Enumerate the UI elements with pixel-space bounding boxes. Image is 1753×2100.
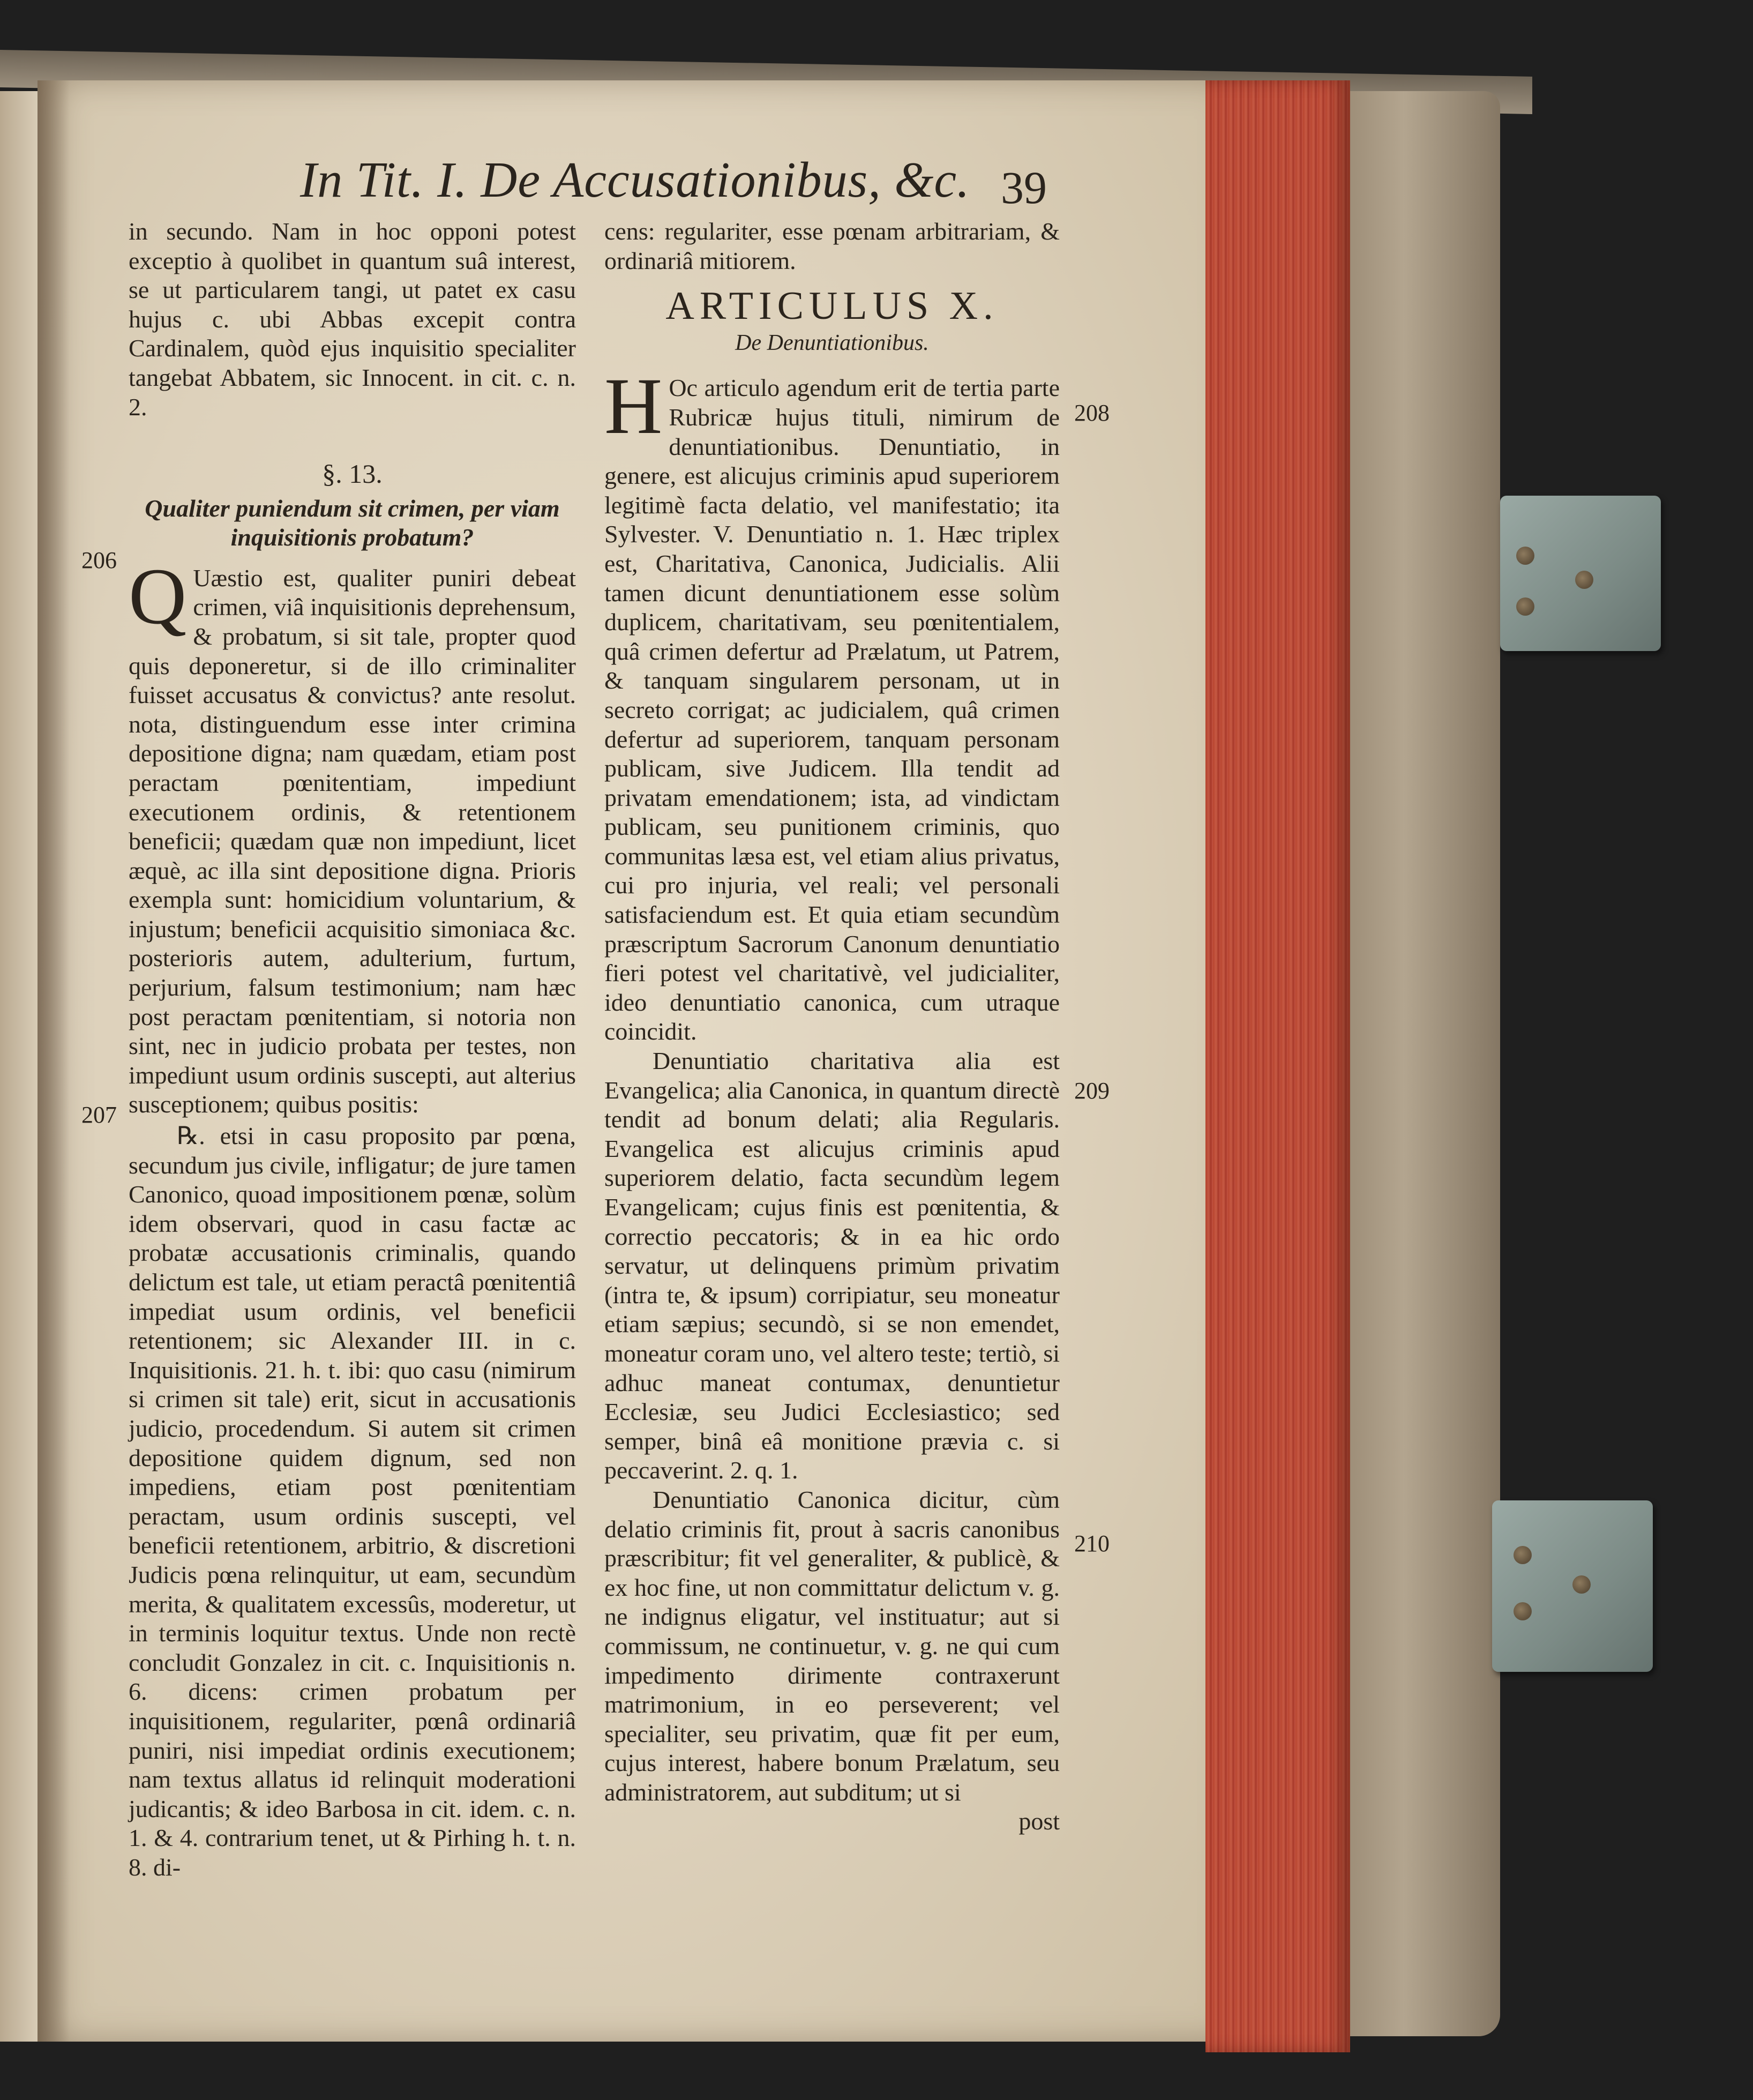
rivet-icon xyxy=(1516,547,1534,565)
right-paragraph-2-text: Oc articulo agendum erit de tertia parte Rubricæ hujus tituli, nimirum de denuntiationibus. Denuntiatio, in genere, est alicujus criminis apud superiorem legitimè facta delatio, vel manifestatio; ita Sylvester. V. Denuntiatio n. 1. Hæc triplex est, Charitativa, Canonica, Judicialis. Alii tamen dicunt denuntiationem esse solùm duplicem, charitativam, seu pœnitentialem, quâ crimen defertur ad Prælatum, ut Patrem, & tanquam singularem personam, ut in secreto corrigat; ac judicialem, quâ crimen defertur ad superiorem, tanquam personam publicam, sive Judicem. Illa tendit ad privatam emendationem; ista, ad vindictam publicam, seu punitionem criminis, quo communitas læsa est, vel etiam alius privatus, cui pro injuria, vel reali; vel personali satisfaciendum est. Et quia etiam secundùm præscriptum Sacrorum Canonum denuntiatio fieri potest vel charitativè, vel judicialiter, ideo denuntiatio canonica, cum utraque coincidit. xyxy=(604,374,1060,1045)
margin-number-207: 207 xyxy=(81,1102,117,1128)
margin-number-206: 206 xyxy=(81,547,117,573)
right-paragraph-4: Denuntiatio Canonica dicitur, cùm delatio criminis fit, prout à sacris canonibus præscribitur; fit vel generaliter, & publicè, & ex hoc fine, ut non committatur delictum v. g. ne indignus eligatur, vel instituatur; aut si commissum, ne continuetur, v. g. ne qui cum impedimento dirimente contraxerunt matrimonium, in eo perseverent; vel specialiter, seu privatim, quæ fit per eum, cujus interest, habere bonum Prælatum, seu administratorem, aut subditum; ut si xyxy=(604,1485,1060,1806)
metal-clasp-bottom xyxy=(1492,1500,1653,1672)
left-paragraph-3: ℞. etsi in casu proposito par pœna, secundum jus civile, infligatur; de jure tamen Canonico, quoad impositionem pœnæ, solùm idem observari, quod in casu factæ ac probatæ accusationis criminalis, quando delictum est tale, ut etiam peractâ pœnitentiâ impediat usum ordinis, vel beneficii retentionem; sic Alexander III. in c. Inquisitionis. 21. h. t. ibi: quo casu (nimirum si crimen sit tale) erit, sicut in accusationis judicio, procedendum. Si autem sit crimen depositione quidem dignum, sed non impediens, etiam post pœnitentiam peractam, usum ordinis suscepti, vel beneficii retentionem, arbitrio, & discretioni Judicis pœna relinquitur, ut eam, secundùm merita, & qualitatem excessûs, moderetur, ut in terminis loquitur textus. Unde non rectè concludit Gonzalez in cit. c. Inquisitionis n. 6. dicens: crimen probatum per inquisitionem, regulariter, pœnâ ordinariâ puniri, nisi impediat ordinis executionem; nam textus allatus id relinquit moderationi judicantis; & ideo Barbosa in cit. idem. c. n. 1. & 4. contrarium tenet, ut & Pirhing h. t. n. 8. di- xyxy=(129,1122,576,1881)
left-paragraph-2 xyxy=(129,551,576,1119)
margin-number-208: 208 xyxy=(1074,400,1110,426)
rivet-icon xyxy=(1575,571,1593,589)
left-text-column xyxy=(129,217,576,1882)
right-paragraph-2 xyxy=(604,362,1060,1047)
left-page-edge xyxy=(0,91,38,2042)
red-fore-edge xyxy=(1205,80,1350,2052)
right-paragraph-3: Denuntiatio charitativa alia est Evangelica; alia Canonica, in quantum directè tendit ad bonum delati; alia Regularis. Evangelica est alicujus criminis apud superiorem delatio, facta secundùm legem Evangelicam; cujus finis est pœnitentia, & correctio peccatoris; & in ea hic ordo servatur, ut delinquens primùm privatim (intra te, & ipsum) corripiatur, seu moneatur etiam sæpius; secundò, si se non emendet, moneatur coram uno, vel altero teste; tertiò, si adhuc maneat contumax, denuntietur Ecclesiæ, seu Judici Ecclesiastico; sed semper, binâ eâ monitione prævia c. si peccaverint. 2. q. 1. xyxy=(604,1047,1060,1484)
right-text-column xyxy=(604,217,1060,1836)
question-heading: Qualiter puniendum sit crimen, per viam inquisitionis probatum? xyxy=(145,494,560,551)
margin-number-210: 210 xyxy=(1074,1530,1110,1557)
left-paragraph-2-text: Uæstio est, qualiter puniri debeat crimen, viâ inquisitionis deprehensum, & probatum, si sit tale, propter quod quis deponeretur, si de illo criminaliter fuisset accusatus & convictus? ante resolut. nota, distinguendum esse inter crimina depositione digna; nam quædam, etiam post peractam pœnitentiam, impediunt executionem ordinis, & retentionem beneficii; quædam quæ non impediunt, licet æquè, ac illa sint depositione digna. Prioris exempla sunt: homicidium voluntarium, & injustum; beneficii acquisitio simoniaca &c. posterioris autem, adulterium, furtum, perjurium, falsum testimonium; nam hæc post peractam pœnitentiam, si notoria non sint, nec in judicio probata per testes, non impediunt usum ordinis suscepti, aut alterius susceptionem; quibus positis: xyxy=(129,564,576,1118)
article-subtitle: De Denuntiationibus. xyxy=(735,330,929,355)
right-paragraph-1: cens: regulariter, esse pœnam arbitrariam, & ordinariâ mitiorem. xyxy=(604,218,1060,274)
page-gutter-shadow xyxy=(38,80,70,2042)
article-title: ARTICULUS X. xyxy=(665,284,999,328)
catchword: post xyxy=(1018,1807,1060,1835)
dropcap-h: H xyxy=(604,362,663,451)
rivet-icon xyxy=(1572,1575,1591,1594)
running-title: In Tit. I. De Accusationibus, &c. xyxy=(300,152,970,208)
rivet-icon xyxy=(1516,597,1534,616)
dropcap-q: Q xyxy=(129,551,187,641)
section-number: §. 13. xyxy=(322,459,383,489)
rivet-icon xyxy=(1514,1546,1532,1564)
margin-number-209: 209 xyxy=(1074,1078,1110,1104)
left-paragraph-1: in secundo. Nam in hoc opponi potest exceptio à quolibet in quantum suâ interest, se ut particularem tangi, ut patet ex casu hujus c. ubi Abbas excepit contra Cardinalem, quòd ejus inquisitio specialiter tangebat Abbatem, sic Innocent. in cit. c. n. 2. xyxy=(129,218,576,421)
metal-clasp-top xyxy=(1500,496,1661,651)
rivet-icon xyxy=(1514,1602,1532,1620)
page-number: 39 xyxy=(1001,162,1047,213)
book-cover-edge xyxy=(1339,91,1500,2036)
